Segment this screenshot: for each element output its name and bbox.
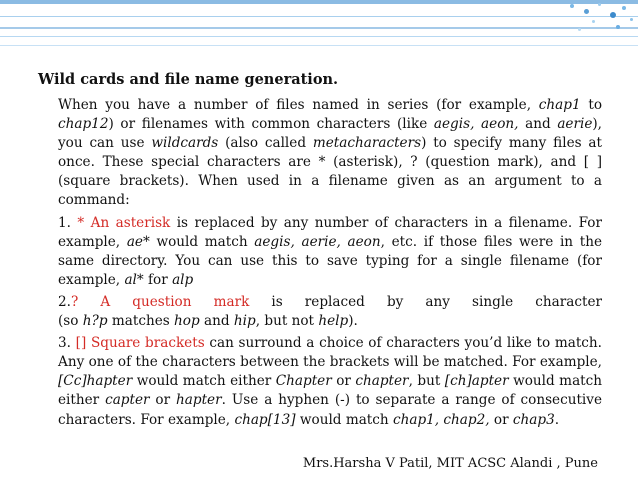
example-term: Chapter bbox=[275, 373, 332, 390]
text: ) to specify many files at once. These special characters are * (asterisk), ? (question mark), and [ ] (square brackets). When used in a filename given as an argument to a command: bbox=[58, 135, 602, 209]
example-term: aerie bbox=[557, 116, 593, 133]
text: and bbox=[199, 313, 234, 330]
text: When you have a number of files named in series (for example, bbox=[58, 97, 539, 113]
decor-dot bbox=[622, 6, 626, 10]
example-term: [Cc]hapter bbox=[58, 373, 133, 390]
decor-dot bbox=[578, 28, 581, 31]
example-term: chap3 bbox=[512, 411, 555, 428]
highlight-square-brackets: [] Square brackets bbox=[75, 335, 205, 352]
text: ) or filenames with common characters (like bbox=[108, 116, 434, 133]
highlight-asterisk: * An asterisk bbox=[77, 214, 171, 231]
example-term: alp bbox=[172, 271, 194, 288]
example-term: aegis, aerie, aeon bbox=[254, 233, 381, 250]
example-term: capter bbox=[105, 392, 150, 409]
term-wildcards: wildcards bbox=[151, 135, 219, 152]
text: , etc. if those files were in the same directory. You can use this to save typing for a single filename (for example, bbox=[58, 233, 602, 288]
text: would match bbox=[295, 411, 393, 428]
text: or bbox=[149, 392, 177, 409]
list-item-question-mark bbox=[58, 293, 602, 312]
text: is replaced by any single character bbox=[249, 293, 602, 310]
item-number: 2. bbox=[58, 293, 71, 310]
decor-dot bbox=[592, 20, 595, 23]
example-term: hop bbox=[174, 313, 200, 330]
example-term: chap[13] bbox=[234, 411, 296, 428]
text: ), you can use bbox=[58, 116, 602, 152]
list-item-asterisk bbox=[58, 214, 602, 290]
text: is replaced by any number of characters in a filename. For example, bbox=[58, 214, 602, 250]
decor-dot bbox=[570, 4, 574, 8]
list-item-square-brackets bbox=[58, 334, 602, 429]
decor-dots bbox=[518, 0, 638, 58]
example-term: chap12 bbox=[58, 116, 109, 133]
intro-paragraph bbox=[58, 96, 602, 211]
example-term: chap1 bbox=[538, 97, 581, 113]
text: matches bbox=[107, 313, 175, 330]
term-metacharacters: metacharacters bbox=[312, 135, 422, 152]
text: (also called bbox=[218, 135, 313, 152]
decor-dot bbox=[616, 25, 620, 29]
text: and bbox=[518, 116, 558, 133]
text: for bbox=[143, 271, 173, 288]
item-number: 1. bbox=[58, 214, 78, 231]
text: . Use a hyphen (-) to separate a range of consecutive characters. For example, bbox=[58, 392, 602, 428]
slide-footer: Mrs.Harsha V Patil, MIT ACSC Alandi , Pune bbox=[302, 456, 598, 471]
example-term: chapter bbox=[355, 373, 409, 390]
example-term: hip bbox=[233, 313, 256, 330]
text: ). bbox=[348, 313, 358, 330]
example-term: hapter bbox=[176, 392, 222, 409]
text: to bbox=[580, 97, 603, 113]
example-term: h?p bbox=[82, 313, 108, 330]
slide-heading: Wild cards and file name generation. bbox=[38, 71, 339, 88]
text: can surround a choice of characters you’d like to match. Any one of the characters between the brackets will be matched. For example, bbox=[58, 335, 602, 371]
example-term: chap1, chap2, bbox=[392, 411, 490, 428]
slide-decoration bbox=[0, 0, 638, 58]
text: (so bbox=[58, 313, 83, 330]
text: would match either bbox=[132, 373, 276, 390]
text: would match bbox=[149, 233, 255, 250]
text: . bbox=[554, 411, 560, 428]
text: , but not bbox=[255, 313, 319, 330]
text: would match either bbox=[58, 373, 602, 409]
text: or bbox=[331, 373, 356, 390]
text: or bbox=[489, 411, 513, 428]
decor-dot bbox=[630, 18, 633, 21]
example-term: aegis, aeon, bbox=[433, 116, 519, 133]
decor-dot bbox=[584, 9, 589, 14]
decor-dot bbox=[598, 3, 601, 6]
example-term: help bbox=[318, 313, 349, 330]
example-term: [ch]apter bbox=[444, 373, 509, 390]
example-term: al* bbox=[124, 271, 144, 288]
example-term: ae* bbox=[126, 233, 150, 250]
slide-content bbox=[38, 70, 602, 430]
text: , but bbox=[408, 373, 445, 390]
item-number: 3. bbox=[58, 335, 76, 352]
highlight-question-mark: ? A question mark bbox=[70, 293, 250, 310]
decor-dot bbox=[610, 12, 616, 18]
list-item-question-mark-cont bbox=[58, 312, 602, 331]
